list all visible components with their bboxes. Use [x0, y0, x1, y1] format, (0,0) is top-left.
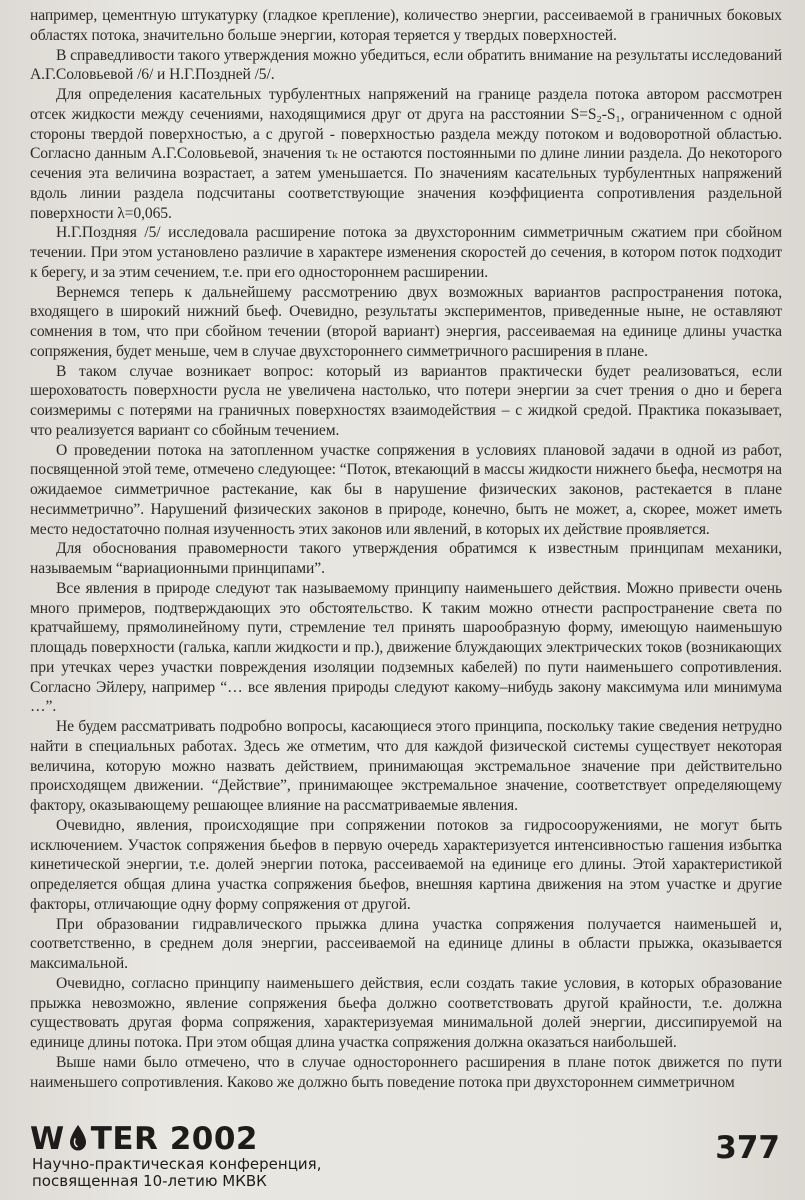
paragraph: В таком случае возникает вопрос: который из вариантов практически будет реализоваться, если шероховатость поверхности русла не увеличена настолько, что потери энергии за счет трения о дно и берега соизмеримы с потерями на граничных поверхностях взаимодействия – с жидкой средой. Практика показывает, что реализуется вариант со сбойным течением. — [30, 362, 782, 439]
paragraph: Для определения касательных турбулентных напряжений на границе раздела потока автором рассмотрен отсек жидкости между сечениями, находящимися друг от друга на расстоянии S=S₂-S₁, ограниченном с одной стороны твердой поверхностью, а с другой - поверхностью раздела между потоком и водоворотной областью. Согласно данным А.Г.Соловьевой, значения τₖ не остаются постоянными по длине линии раздела. До некоторого сечения эта величина возрастает, а затем уменьшается. По значениям касательных турбулентных напряжений вдоль линии раздела подсчитаны соответствующие значения коэффициента сопротивления раздельной поверхности λ=0,065. — [30, 86, 782, 222]
paragraph: Очевидно, согласно принципу наименьшего действия, если создать такие условия, в которых образование прыжка невозможно, явление сопряжения бьефа должно соответствовать другой крайности, т.е. должна существовать другая форма сопряжения, характеризуемая минимальной долей энергии, диссипируемой на единице длины потока. При этом общая длина участка сопряжения должна оказаться наибольшей. — [30, 974, 782, 1051]
water-2002-logo — [30, 1122, 258, 1156]
paragraph: Не будем рассматривать подробно вопросы, касающиеся этого принципа, поскольку такие сведения нетрудно найти в специальных работах. Здесь же отметим, что для каждой физической системы существует некоторая величина, которую можно назвать действием, принимающая экстремальное значение при действительно происходящем движении. “Действие”, принимающее экстремальное значение, соответствует определяющему фактору, оказывающему решающее влияние на рассматриваемые явления. — [30, 718, 782, 814]
paragraph: Вернемся теперь к дальнейшему рассмотрению двух возможных вариантов распространения потока, входящего в широкий нижний бьеф. Очевидно, результаты экспериментов, приведенные ныне, не оставляют сомнения в том, что при сбойном течении (второй вариант) энергия, рассеиваемая на единице длины участка сопряжения, будет меньше, чем в случае двухстороннего симметричного расширения в плане. — [30, 283, 782, 360]
paragraph: При образовании гидравлического прыжка длина участка сопряжения получается наименьшей и, соответственно, в среднем доля энергии, рассеиваемой на единице длины в области прыжка, оказывается максимальной. — [30, 915, 782, 972]
paragraph: Для обоснования правомерности такого утверждения обратимся к известным принципам механики, называемым “вариационными принципами”. — [30, 540, 782, 577]
conference-caption — [32, 1156, 321, 1190]
paragraph: Очевидно, явления, происходящие при сопряжении потоков за гидросооружениями, не могут быть исключением. Участок сопряжения бьефов в первую очередь характеризуется интенсивностью гашения избытка кинетической энергии, т.е. долей энергии потока, рассеиваемой на единице его длины. Этой характеристикой определяется общая длина участка сопряжения бьефов, внешняя картина движения на этом участке и другие факторы, отличающие одну форму сопряжения от другой. — [30, 816, 782, 913]
paragraph: В справедливости такого утверждения можно убедиться, если обратить внимание на результаты исследований А.Г.Соловьевой /6/ и Н.Г.Поздней /5/. — [30, 46, 782, 84]
page-footer — [30, 1122, 782, 1192]
article-body — [30, 6, 782, 1092]
conference-line-1: Научно-практическая конференция, — [32, 1155, 322, 1173]
conference-line-2: посвященная 10-летию МКВК — [32, 1172, 267, 1190]
water-drop-icon — [67, 1124, 89, 1152]
paragraph: Н.Г.Поздняя /5/ исследовала расширение потока за двухсторонним симметричным сжатием при сбойном течении. При этом установлено различие в характере изменения скоростей до сечения, в котором поток подходит к берегу, и за этим сечением, т.е. при его одностороннем расширении. — [30, 224, 782, 281]
paragraph: Все явления в природе следуют так называемому принципу наименьшего действия. Можно привести очень много примеров, подтверждающих это обстоятельство. К таким можно отнести распространение света по кратчайшему, прямолинейному пути, стремление тел принять шарообразную форму, имеющую наименьшую площадь поверхности (галька, капли жидкости и пр.), движение блуждающих электрических токов (возникающих при утечках через участки повреждения изоляции подземных кабелей) по пути наименьшего сопротивления. Согласно Эйлеру, например “… все явления природы следуют какому–нибудь закону максимума или минимума …”. — [30, 579, 782, 716]
paragraph: например, цементную штукатурку (гладкое крепление), количество энергии, рассеиваемой в граничных боковых областях потока, значительно больше энергии, которая теряется у твердых поверхностей. — [30, 7, 782, 44]
page-number: 377 — [715, 1130, 780, 1166]
logo-text-right: TER 2002 — [90, 1121, 258, 1157]
paragraph: Выше нами было отмечено, что в случае одностороннего расширения в плане поток движется по пути наименьшего сопротивления. Каково же должно быть поведение потока при двухстороннем симметричном — [30, 1053, 782, 1091]
logo-text-left: W — [30, 1121, 65, 1157]
paragraph: О проведении потока на затопленном участке сопряжения в условиях плановой задачи в одной из работ, посвященной этой теме, отмечено следующее: “Поток, втекающий в массы жидкости нижнего бьефа, несмотря на ожидаемое симметричное растекание, как бы в нарушение физических законов, растекается в плане несимметрично”. Нарушений физических законов в природе, конечно, быть не может, а, скорее, может иметь место недостаточно полная изученность этих законов или явлений, в которых их действие проявляется. — [30, 441, 782, 538]
